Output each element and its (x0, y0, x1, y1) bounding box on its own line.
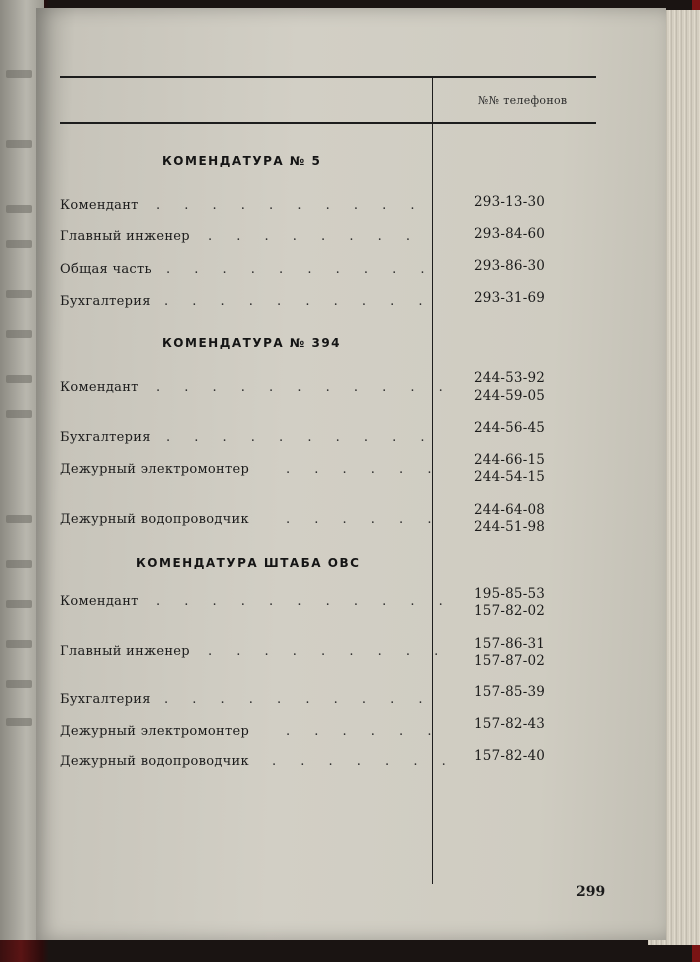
entry-label: Дежурный электромонтер (60, 462, 250, 477)
phone-number: 157-82-40 (474, 748, 546, 764)
entry-label: Комендант (60, 380, 139, 395)
leader-dots: . . . . . . . . . . . (156, 594, 453, 609)
phone-number: 244-53-92 (474, 370, 546, 386)
phone-number: 195-85-53 (474, 586, 546, 602)
leader-dots: . . . . . . (286, 724, 442, 739)
leader-dots: . . . . . . (286, 462, 442, 477)
phone-number: 244-51-98 (474, 519, 546, 535)
phone-number: 293-31-69 (474, 290, 546, 306)
page-number: 299 (576, 884, 606, 900)
header-bottom-rule (60, 122, 596, 124)
phone-number: 244-66-15 (474, 452, 546, 468)
entry-label: Дежурный водопроводчик (60, 512, 249, 527)
phone-number: 244-56-45 (474, 420, 546, 436)
leader-dots: . . . . . . . . . . (166, 430, 435, 445)
entry-label: Дежурный водопроводчик (60, 754, 249, 769)
phone-column-header: №№ телефонов (478, 94, 568, 107)
leader-dots: . . . . . . . . (208, 229, 420, 244)
phone-number: 293-86-30 (474, 258, 546, 274)
section-title: КОМЕНДАТУРА ШТАБА ОВС (136, 556, 361, 570)
phone-number: 157-85-39 (474, 684, 546, 700)
leader-dots: . . . . . . . . . . (164, 692, 433, 707)
leader-dots: . . . . . . . . . . . (156, 380, 453, 395)
phone-number: 293-84-60 (474, 226, 546, 242)
entry-label: Комендант (60, 594, 139, 609)
phone-number: 157-82-02 (474, 603, 546, 619)
section-title: КОМЕНДАТУРА № 394 (162, 336, 342, 350)
phone-number: 244-54-15 (474, 469, 546, 485)
phone-number: 157-87-02 (474, 653, 546, 669)
leader-dots: . . . . . . . . . . (166, 262, 435, 277)
entry-label: Комендант (60, 198, 139, 213)
leader-dots: . . . . . . . . . . (156, 198, 425, 213)
phone-number: 244-59-05 (474, 388, 546, 404)
entry-label: Бухгалтерия (60, 294, 151, 309)
entry-label: Дежурный электромонтер (60, 724, 250, 739)
phone-number: 293-13-30 (474, 194, 546, 210)
phone-number: 244-64-08 (474, 502, 546, 518)
leader-dots: . . . . . . (286, 512, 442, 527)
phone-number: 157-82-43 (474, 716, 546, 732)
entry-label: Общая часть (60, 262, 152, 277)
leader-dots: . . . . . . . . . . (164, 294, 433, 309)
section-title: КОМЕНДАТУРА № 5 (162, 154, 322, 168)
leader-dots: . . . . . . . . . (208, 644, 449, 659)
leader-dots: . . . . . . . (272, 754, 456, 769)
entry-label: Бухгалтерия (60, 692, 151, 707)
phone-number: 157-86-31 (474, 636, 546, 652)
entry-label: Главный инженер (60, 229, 190, 244)
entry-label: Бухгалтерия (60, 430, 151, 445)
top-rule (60, 76, 596, 78)
book-page (36, 8, 666, 940)
entry-label: Главный инженер (60, 644, 190, 659)
